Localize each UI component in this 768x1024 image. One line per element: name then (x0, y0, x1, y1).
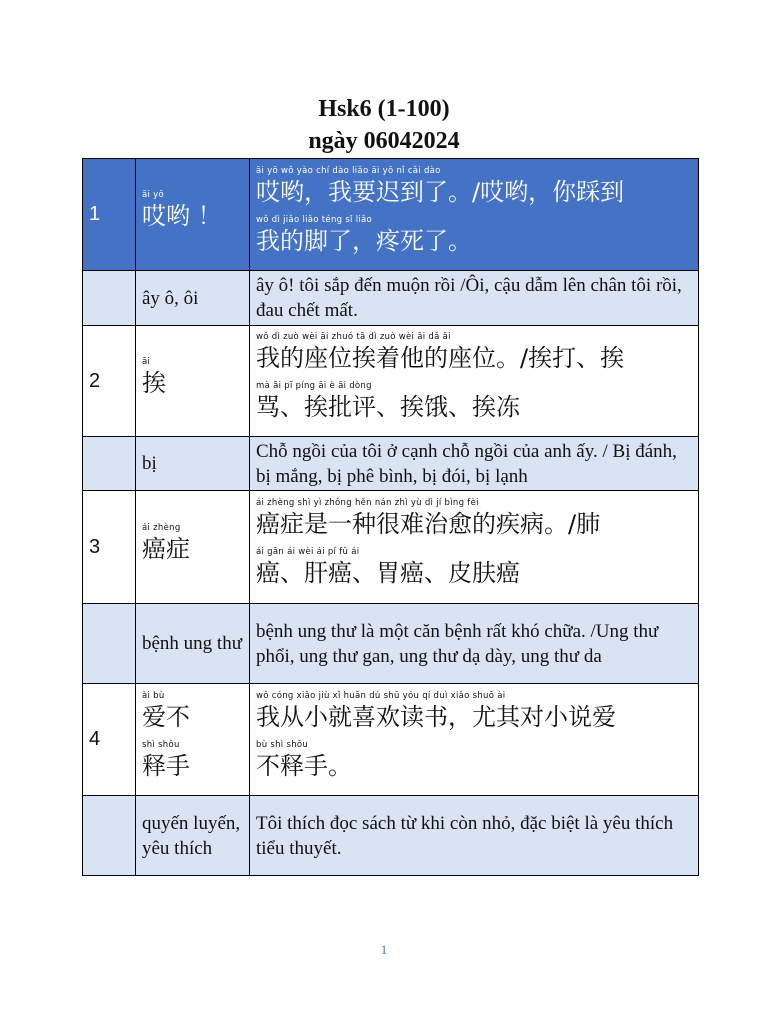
table-row (83, 271, 699, 326)
chinese-sentence: 哎哟，我要迟到了。/哎哟，你踩到 (256, 177, 625, 206)
entry-number: 3 (83, 491, 136, 604)
empty-cell (83, 604, 136, 684)
pinyin: shì shǒu (142, 739, 180, 750)
table-row (83, 491, 699, 604)
chinese-sentence: 癌、肝癌、胃癌、皮肤癌 (256, 559, 520, 587)
chinese-sentence: 不释手。 (256, 751, 352, 780)
pinyin: bù shì shǒu (256, 739, 309, 750)
pinyin: ái zhèng shì yì zhǒng hěn nán zhì yù dì jí bìng fèi (256, 498, 479, 508)
chinese-sentence: 我的座位挨着他的座位。/挨打、挨 (256, 344, 625, 372)
chinese-word: 哎哟 ！ (142, 202, 222, 230)
vocab-word (136, 159, 250, 271)
table-row (83, 437, 699, 491)
pinyin: āi (142, 356, 151, 367)
vietnamese-translation: ây ô! tôi sắp đến muộn rồi /Ôi, cậu dẫm lên chân tôi rồi, đau chết mất. (250, 271, 699, 326)
vietnamese-translation: Chỗ ngồi của tôi ở cạnh chỗ ngồi của anh ấy. / Bị đánh, bị mắng, bị phê bình, bị đói, bị lạnh (250, 437, 699, 491)
chinese-word: 爱不 (142, 702, 190, 731)
pinyin: āi yō (142, 190, 165, 200)
chinese-sentence: 癌症是一种很难治愈的疾病。/肺 (256, 510, 601, 538)
table-row (83, 326, 699, 437)
chinese-sentence: 我的脚了，疼死了。 (256, 226, 472, 255)
example-sentence (250, 684, 699, 796)
pinyin: ài bù (142, 690, 165, 701)
chinese-word: 挨 (142, 368, 166, 397)
empty-cell (83, 796, 136, 876)
example-sentence (250, 491, 699, 604)
vietnamese-meaning: quyến luyến, yêu thích (136, 796, 250, 876)
pinyin: wǒ dì zuò wèi āi zhuó tā dì zuò wèi āi dǎ āi (256, 332, 451, 342)
vietnamese-meaning: bị (136, 437, 250, 491)
chinese-sentence: 我从小就喜欢读书，尤其对小说爱 (256, 702, 616, 731)
table-row (83, 796, 699, 876)
entry-number: 2 (83, 326, 136, 437)
vocab-word (136, 326, 250, 437)
vietnamese-meaning: bệnh ung thư (136, 604, 250, 684)
example-sentence (250, 326, 699, 437)
table-row (83, 159, 699, 271)
entry-number: 4 (83, 684, 136, 796)
table-row (83, 604, 699, 684)
pinyin: āi yō wǒ yào chí dào liǎo āi yō nǐ cǎi dào (256, 165, 441, 176)
pinyin: ái zhèng (142, 522, 181, 533)
entry-number: 1 (83, 159, 136, 271)
pinyin: wǒ dì jiǎo liǎo téng sǐ liǎo (256, 214, 373, 225)
chinese-word: 癌症 (142, 534, 190, 563)
pinyin: wǒ cóng xiǎo jiù xǐ huān dú shū yóu qí duì xiǎo shuō ài (256, 690, 506, 701)
empty-cell (83, 271, 136, 326)
vietnamese-meaning: ây ô, ôi (136, 271, 250, 326)
pinyin: ái gān ái wèi ái pí fū ái (256, 547, 360, 557)
vietnamese-translation: bệnh ung thư là một căn bệnh rất khó chữa. /Ung thư phổi, ung thư gan, ung thư dạ dày, ung thư da (250, 604, 699, 684)
pinyin: mà āi pī píng āi è āi dòng (256, 381, 372, 391)
vietnamese-translation: Tôi thích đọc sách từ khi còn nhỏ, đặc biệt là yêu thích tiểu thuyết. (250, 796, 699, 876)
vocabulary-table (82, 158, 699, 876)
vocab-word (136, 491, 250, 604)
table-row (83, 684, 699, 796)
document-date: ngày 06042024 (308, 128, 460, 154)
empty-cell (83, 437, 136, 491)
example-sentence (250, 159, 699, 271)
vocab-word (136, 684, 250, 796)
chinese-sentence: 骂、挨批评、挨饿、挨冻 (256, 393, 520, 421)
document-title: Hsk6 (1-100) (318, 96, 450, 122)
chinese-word: 释手 (142, 751, 190, 780)
page-number: 1 (380, 942, 388, 957)
